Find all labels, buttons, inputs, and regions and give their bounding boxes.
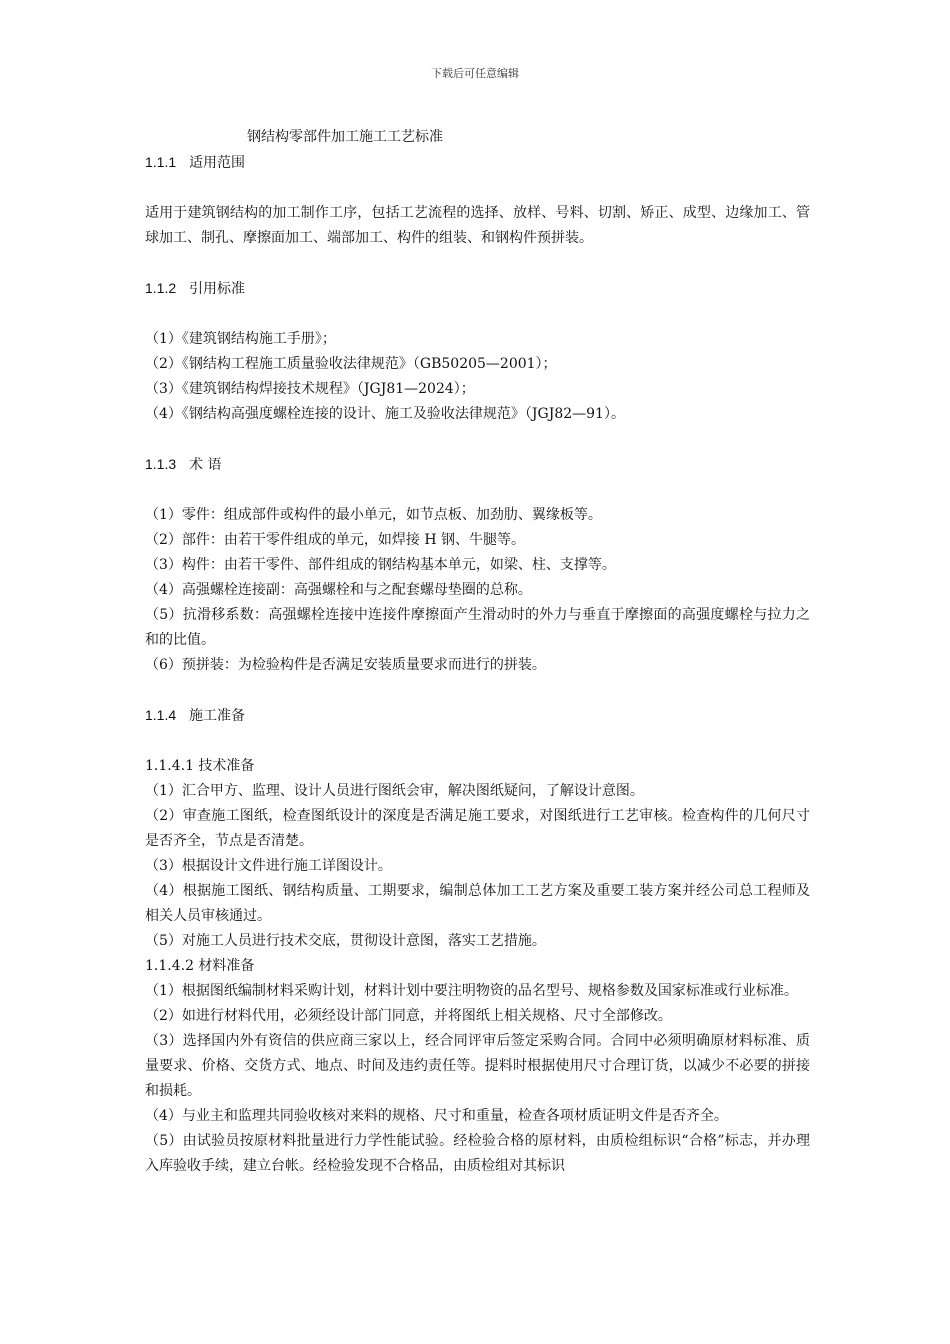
- list-item: （3）选择国内外有资信的供应商三家以上，经合同评审后签定采购合同。合同中必须明确原材料标准、质量要求、价格、交货方式、地点、时间及违约责任等。提料时根据使用尺寸合理订货，以减少不必要的拼接和损耗。: [145, 1033, 810, 1099]
- section-number: 1.1.2: [145, 280, 177, 296]
- list-item: （5）抗滑移系数：高强螺栓连接中连接件摩擦面产生滑动时的外力与垂直于摩擦面的高强度螺栓与拉力之和的比值。: [145, 607, 810, 648]
- section-heading-1-1-4: [145, 703, 810, 729]
- list-item: （4）根据施工图纸、钢结构质量、工期要求，编制总体加工工艺方案及重要工装方案并经公司总工程师及相关人员审核通过。: [145, 883, 810, 924]
- list-item: （3）构件：由若干零件、部件组成的钢结构基本单元，如梁、柱、支撑等。: [145, 557, 616, 573]
- list-item: （4）与业主和监理共同验收核对来料的规格、尺寸和重量，检查各项材质证明文件是否齐全。: [145, 1108, 728, 1124]
- section-number: 1.1.1: [145, 154, 177, 170]
- list-item: （4）高强螺栓连接副：高强螺栓和与之配套螺母垫圈的总称。: [145, 582, 532, 598]
- section-title: 引用标准: [189, 281, 245, 297]
- list-item: （2）审查施工图纸，检查图纸设计的深度是否满足施工要求，对图纸进行工艺审核。检查构件的几何尺寸是否齐全，节点是否清楚。: [145, 808, 810, 849]
- section-heading-1-1-2: [145, 276, 810, 302]
- section-title: 施工准备: [189, 708, 245, 724]
- list-item: （1）汇合甲方、监理、设计人员进行图纸会审，解决图纸疑问，了解设计意图。: [145, 783, 644, 799]
- section-heading-1-1-3: [145, 452, 810, 478]
- list-item: （5）由试验员按原材料批量进行力学性能试验。经检验合格的原材料，由质检组标识“合格”标志，并办理入库验收手续，建立台帐。经检验发现不合格品，由质检组对其标识: [145, 1133, 810, 1174]
- section-number: 1.1.3: [145, 456, 177, 472]
- list-item: （4）《钢结构高强度螺栓连接的设计、施工及验收法律规范》（JGJ82—91）。: [145, 406, 625, 422]
- section-title: 适用范围: [189, 155, 245, 171]
- list-item: （3）根据设计文件进行施工详图设计。: [145, 858, 392, 874]
- scope-paragraph: 适用于建筑钢结构的加工制作工序，包括工艺流程的选择、放样、号料、切割、矫正、成型、边缘加工、管球加工、制孔、摩擦面加工、端部加工、构件的组装、和钢构件预拼装。: [145, 205, 810, 246]
- list-item: （1）零件：组成部件或构件的最小单元，如节点板、加劲肋、翼缘板等。: [145, 507, 602, 523]
- document-body: [145, 125, 810, 1179]
- subsection-heading-materials: 1.1.4.2 材料准备: [145, 958, 255, 974]
- list-item: （2）《钢结构工程施工质量验收法律规范》（GB50205—2001）；: [145, 356, 557, 372]
- document-title: 钢结构零部件加工施工工艺标准: [247, 129, 443, 145]
- list-item: （6）预拼装：为检验构件是否满足安装质量要求而进行的拼装。: [145, 657, 546, 673]
- page-header: 下载后可任意编辑: [431, 67, 519, 80]
- section-heading-1-1-1: [145, 150, 810, 176]
- list-item: （2）部件：由若干零件组成的单元，如焊接 H 钢、牛腿等。: [145, 532, 526, 548]
- section-number: 1.1.4: [145, 707, 177, 723]
- list-item: （5）对施工人员进行技术交底，贯彻设计意图，落实工艺措施。: [145, 933, 546, 949]
- list-item: （2）如进行材料代用，必须经设计部门同意，并将图纸上相关规格、尺寸全部修改。: [145, 1008, 672, 1024]
- list-item: （1）《建筑钢结构施工手册》；: [145, 331, 336, 347]
- subsection-heading-technical: 1.1.4.1 技术准备: [145, 758, 255, 774]
- section-title: 术 语: [189, 457, 222, 473]
- list-item: （3）《建筑钢结构焊接技术规程》（JGJ81—2024）；: [145, 381, 475, 397]
- list-item: （1）根据图纸编制材料采购计划，材料计划中要注明物资的品名型号、规格参数及国家标准或行业标准。: [145, 983, 798, 999]
